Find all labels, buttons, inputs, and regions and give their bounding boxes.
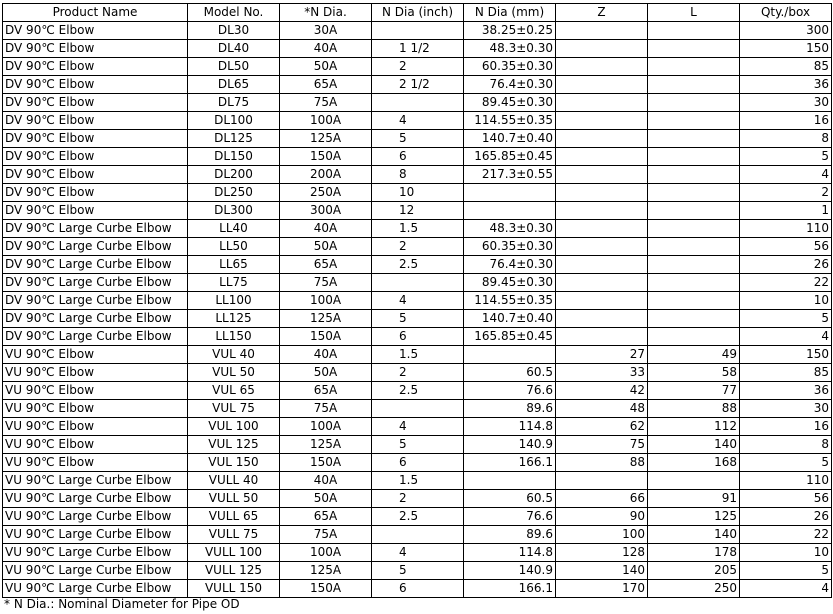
- table-row: [3, 544, 832, 562]
- cell-n-dia: 40A: [280, 346, 372, 364]
- cell-l: 178: [648, 544, 740, 562]
- cell-n-dia: 65A: [280, 76, 372, 94]
- cell-n-dia: 250A: [280, 184, 372, 202]
- cell-z: [556, 238, 648, 256]
- cell-n-dia-inch: [372, 526, 464, 544]
- cell-qty-per-box: 30: [740, 400, 832, 418]
- cell-product-name: VU 90℃ Large Curbe Elbow: [3, 526, 188, 544]
- cell-z: 33: [556, 364, 648, 382]
- cell-qty-per-box: 8: [740, 130, 832, 148]
- cell-l: 91: [648, 490, 740, 508]
- cell-z: [556, 148, 648, 166]
- cell-n-dia: 65A: [280, 508, 372, 526]
- cell-qty-per-box: 300: [740, 22, 832, 40]
- cell-n-dia: 50A: [280, 490, 372, 508]
- cell-product-name: VU 90℃ Elbow: [3, 382, 188, 400]
- cell-n-dia-inch: 1 1/2: [372, 40, 464, 58]
- cell-n-dia-mm: 140.9: [464, 562, 556, 580]
- cell-n-dia-inch: 2: [372, 490, 464, 508]
- cell-z: [556, 184, 648, 202]
- cell-qty-per-box: 4: [740, 166, 832, 184]
- cell-model-no: DL75: [188, 94, 280, 112]
- cell-n-dia-inch: [372, 22, 464, 40]
- cell-product-name: VU 90℃ Elbow: [3, 454, 188, 472]
- cell-n-dia-mm: 165.85±0.45: [464, 328, 556, 346]
- cell-z: 140: [556, 562, 648, 580]
- cell-product-name: DV 90℃ Elbow: [3, 184, 188, 202]
- cell-z: [556, 94, 648, 112]
- cell-product-name: DV 90℃ Elbow: [3, 94, 188, 112]
- cell-product-name: DV 90℃ Large Curbe Elbow: [3, 328, 188, 346]
- table-row: [3, 382, 832, 400]
- cell-model-no: DL40: [188, 40, 280, 58]
- cell-qty-per-box: 85: [740, 58, 832, 76]
- header-row: [3, 4, 832, 22]
- table-row: [3, 238, 832, 256]
- cell-n-dia-mm: 114.55±0.35: [464, 112, 556, 130]
- cell-z: [556, 58, 648, 76]
- header-model-no: Model No.: [188, 4, 280, 22]
- cell-qty-per-box: 56: [740, 490, 832, 508]
- cell-n-dia: 100A: [280, 292, 372, 310]
- header-l: L: [648, 4, 740, 22]
- cell-product-name: DV 90℃ Large Curbe Elbow: [3, 220, 188, 238]
- cell-n-dia-mm: [464, 202, 556, 220]
- cell-n-dia-mm: 76.4±0.30: [464, 76, 556, 94]
- cell-z: 75: [556, 436, 648, 454]
- cell-z: 100: [556, 526, 648, 544]
- cell-z: 27: [556, 346, 648, 364]
- cell-l: [648, 472, 740, 490]
- cell-n-dia: 50A: [280, 364, 372, 382]
- cell-qty-per-box: 30: [740, 94, 832, 112]
- cell-qty-per-box: 10: [740, 544, 832, 562]
- cell-product-name: DV 90℃ Large Curbe Elbow: [3, 310, 188, 328]
- cell-n-dia-inch: 5: [372, 130, 464, 148]
- cell-n-dia: 75A: [280, 274, 372, 292]
- cell-qty-per-box: 110: [740, 220, 832, 238]
- cell-l: [648, 148, 740, 166]
- cell-n-dia-mm: 60.35±0.30: [464, 58, 556, 76]
- cell-z: [556, 256, 648, 274]
- cell-model-no: DL250: [188, 184, 280, 202]
- table-row: [3, 94, 832, 112]
- cell-n-dia: 125A: [280, 436, 372, 454]
- cell-qty-per-box: 4: [740, 580, 832, 598]
- table-row: [3, 256, 832, 274]
- cell-l: [648, 22, 740, 40]
- cell-n-dia-mm: 217.3±0.55: [464, 166, 556, 184]
- cell-n-dia: 75A: [280, 400, 372, 418]
- table-row: [3, 526, 832, 544]
- cell-qty-per-box: 16: [740, 112, 832, 130]
- cell-z: [556, 40, 648, 58]
- cell-z: 42: [556, 382, 648, 400]
- cell-l: 112: [648, 418, 740, 436]
- cell-model-no: LL75: [188, 274, 280, 292]
- cell-n-dia: 300A: [280, 202, 372, 220]
- cell-z: [556, 202, 648, 220]
- cell-model-no: LL50: [188, 238, 280, 256]
- cell-z: 88: [556, 454, 648, 472]
- table-row: [3, 418, 832, 436]
- cell-l: 168: [648, 454, 740, 472]
- cell-l: 58: [648, 364, 740, 382]
- header-z: Z: [556, 4, 648, 22]
- cell-n-dia: 50A: [280, 58, 372, 76]
- cell-l: 140: [648, 436, 740, 454]
- cell-model-no: VUL 125: [188, 436, 280, 454]
- cell-qty-per-box: 5: [740, 562, 832, 580]
- table-row: [3, 274, 832, 292]
- cell-model-no: VULL 50: [188, 490, 280, 508]
- cell-l: [648, 202, 740, 220]
- cell-n-dia: 150A: [280, 328, 372, 346]
- cell-l: [648, 238, 740, 256]
- table-row: [3, 220, 832, 238]
- cell-n-dia-inch: 4: [372, 544, 464, 562]
- cell-model-no: DL30: [188, 22, 280, 40]
- cell-n-dia-mm: 140.7±0.40: [464, 130, 556, 148]
- cell-qty-per-box: 22: [740, 526, 832, 544]
- cell-z: [556, 166, 648, 184]
- cell-n-dia-mm: 166.1: [464, 454, 556, 472]
- cell-model-no: VUL 65: [188, 382, 280, 400]
- cell-n-dia-mm: 89.6: [464, 400, 556, 418]
- cell-l: [648, 310, 740, 328]
- cell-n-dia-mm: 60.5: [464, 364, 556, 382]
- cell-model-no: DL125: [188, 130, 280, 148]
- table-row: [3, 436, 832, 454]
- cell-model-no: VULL 65: [188, 508, 280, 526]
- cell-product-name: VU 90℃ Elbow: [3, 436, 188, 454]
- cell-product-name: VU 90℃ Large Curbe Elbow: [3, 562, 188, 580]
- cell-model-no: DL150: [188, 148, 280, 166]
- cell-l: 250: [648, 580, 740, 598]
- cell-n-dia: 150A: [280, 148, 372, 166]
- cell-qty-per-box: 4: [740, 328, 832, 346]
- cell-n-dia-mm: 76.6: [464, 508, 556, 526]
- cell-z: 48: [556, 400, 648, 418]
- cell-n-dia: 100A: [280, 112, 372, 130]
- cell-product-name: DV 90℃ Large Curbe Elbow: [3, 256, 188, 274]
- table-row: [3, 454, 832, 472]
- table-row: [3, 184, 832, 202]
- cell-z: 128: [556, 544, 648, 562]
- cell-l: [648, 58, 740, 76]
- cell-n-dia-mm: 166.1: [464, 580, 556, 598]
- table-row: [3, 40, 832, 58]
- cell-product-name: DV 90℃ Elbow: [3, 166, 188, 184]
- table-row: [3, 580, 832, 598]
- cell-qty-per-box: 16: [740, 418, 832, 436]
- table-row: [3, 508, 832, 526]
- cell-z: [556, 220, 648, 238]
- cell-n-dia-mm: 76.6: [464, 382, 556, 400]
- header-n-dia-mm: N Dia (mm): [464, 4, 556, 22]
- cell-qty-per-box: 85: [740, 364, 832, 382]
- cell-product-name: DV 90℃ Elbow: [3, 112, 188, 130]
- cell-model-no: DL50: [188, 58, 280, 76]
- product-spec-table: [2, 3, 832, 598]
- cell-n-dia: 40A: [280, 40, 372, 58]
- cell-l: 77: [648, 382, 740, 400]
- cell-model-no: VUL 150: [188, 454, 280, 472]
- cell-model-no: LL65: [188, 256, 280, 274]
- table-row: [3, 112, 832, 130]
- cell-model-no: DL65: [188, 76, 280, 94]
- cell-product-name: DV 90℃ Elbow: [3, 40, 188, 58]
- cell-product-name: VU 90℃ Elbow: [3, 346, 188, 364]
- cell-z: [556, 274, 648, 292]
- cell-model-no: LL40: [188, 220, 280, 238]
- cell-n-dia-mm: 114.55±0.35: [464, 292, 556, 310]
- cell-n-dia-inch: 8: [372, 166, 464, 184]
- cell-n-dia-inch: 1.5: [372, 346, 464, 364]
- cell-n-dia: 75A: [280, 526, 372, 544]
- cell-n-dia-mm: 89.6: [464, 526, 556, 544]
- cell-qty-per-box: 110: [740, 472, 832, 490]
- cell-qty-per-box: 5: [740, 454, 832, 472]
- cell-product-name: VU 90℃ Large Curbe Elbow: [3, 544, 188, 562]
- cell-n-dia-inch: 12: [372, 202, 464, 220]
- cell-qty-per-box: 10: [740, 292, 832, 310]
- cell-product-name: DV 90℃ Large Curbe Elbow: [3, 274, 188, 292]
- cell-model-no: VUL 75: [188, 400, 280, 418]
- cell-product-name: DV 90℃ Elbow: [3, 202, 188, 220]
- cell-model-no: LL125: [188, 310, 280, 328]
- cell-product-name: DV 90℃ Large Curbe Elbow: [3, 292, 188, 310]
- cell-n-dia-inch: 2: [372, 58, 464, 76]
- cell-n-dia: 150A: [280, 580, 372, 598]
- cell-n-dia-inch: 2: [372, 364, 464, 382]
- cell-n-dia-mm: 38.25±0.25: [464, 22, 556, 40]
- table-row: [3, 400, 832, 418]
- cell-n-dia: 100A: [280, 418, 372, 436]
- cell-n-dia-mm: 48.3±0.30: [464, 220, 556, 238]
- cell-n-dia-mm: 89.45±0.30: [464, 274, 556, 292]
- cell-product-name: VU 90℃ Large Curbe Elbow: [3, 472, 188, 490]
- cell-n-dia: 50A: [280, 238, 372, 256]
- cell-n-dia-mm: 140.9: [464, 436, 556, 454]
- cell-product-name: DV 90℃ Large Curbe Elbow: [3, 238, 188, 256]
- cell-n-dia-inch: 1.5: [372, 220, 464, 238]
- header-product-name: Product Name: [3, 4, 188, 22]
- cell-product-name: DV 90℃ Elbow: [3, 148, 188, 166]
- cell-z: [556, 328, 648, 346]
- cell-n-dia: 150A: [280, 454, 372, 472]
- table-row: [3, 22, 832, 40]
- cell-product-name: VU 90℃ Elbow: [3, 400, 188, 418]
- cell-z: 170: [556, 580, 648, 598]
- cell-z: [556, 292, 648, 310]
- cell-n-dia-mm: 89.45±0.30: [464, 94, 556, 112]
- cell-product-name: DV 90℃ Elbow: [3, 58, 188, 76]
- cell-n-dia-inch: 4: [372, 112, 464, 130]
- table-row: [3, 148, 832, 166]
- cell-l: 205: [648, 562, 740, 580]
- cell-product-name: VU 90℃ Large Curbe Elbow: [3, 508, 188, 526]
- cell-model-no: VUL 40: [188, 346, 280, 364]
- cell-n-dia: 200A: [280, 166, 372, 184]
- cell-product-name: DV 90℃ Elbow: [3, 130, 188, 148]
- cell-n-dia-mm: [464, 472, 556, 490]
- cell-model-no: DL100: [188, 112, 280, 130]
- cell-n-dia-inch: [372, 400, 464, 418]
- cell-n-dia: 40A: [280, 472, 372, 490]
- cell-n-dia-inch: 6: [372, 148, 464, 166]
- cell-product-name: VU 90℃ Elbow: [3, 364, 188, 382]
- cell-n-dia-inch: 2 1/2: [372, 76, 464, 94]
- cell-product-name: VU 90℃ Elbow: [3, 418, 188, 436]
- table-row: [3, 364, 832, 382]
- cell-n-dia-inch: 6: [372, 328, 464, 346]
- table-row: [3, 490, 832, 508]
- cell-n-dia-mm: 114.8: [464, 418, 556, 436]
- cell-n-dia: 65A: [280, 256, 372, 274]
- cell-n-dia-mm: 165.85±0.45: [464, 148, 556, 166]
- cell-qty-per-box: 36: [740, 382, 832, 400]
- cell-l: [648, 94, 740, 112]
- cell-n-dia-mm: 48.3±0.30: [464, 40, 556, 58]
- cell-qty-per-box: 8: [740, 436, 832, 454]
- header-n-dia-inch: N Dia (inch): [372, 4, 464, 22]
- cell-n-dia: 40A: [280, 220, 372, 238]
- cell-qty-per-box: 26: [740, 256, 832, 274]
- cell-n-dia-inch: 6: [372, 580, 464, 598]
- cell-model-no: LL150: [188, 328, 280, 346]
- table-row: [3, 292, 832, 310]
- cell-z: [556, 76, 648, 94]
- cell-l: 88: [648, 400, 740, 418]
- cell-qty-per-box: 150: [740, 40, 832, 58]
- cell-n-dia-inch: 2.5: [372, 382, 464, 400]
- cell-qty-per-box: 36: [740, 76, 832, 94]
- cell-n-dia-mm: 60.5: [464, 490, 556, 508]
- cell-n-dia-mm: 76.4±0.30: [464, 256, 556, 274]
- cell-model-no: VUL 100: [188, 418, 280, 436]
- cell-n-dia-inch: 2: [372, 238, 464, 256]
- footnote: * N Dia.: Nominal Diameter for Pipe OD: [4, 597, 240, 611]
- cell-model-no: VULL 100: [188, 544, 280, 562]
- cell-n-dia-inch: [372, 274, 464, 292]
- cell-n-dia-inch: 5: [372, 310, 464, 328]
- cell-n-dia: 75A: [280, 94, 372, 112]
- table-row: [3, 346, 832, 364]
- cell-l: [648, 166, 740, 184]
- cell-l: 140: [648, 526, 740, 544]
- cell-model-no: LL100: [188, 292, 280, 310]
- cell-z: [556, 310, 648, 328]
- table-row: [3, 58, 832, 76]
- cell-l: [648, 112, 740, 130]
- cell-l: [648, 256, 740, 274]
- cell-l: [648, 184, 740, 202]
- cell-qty-per-box: 150: [740, 346, 832, 364]
- cell-product-name: VU 90℃ Large Curbe Elbow: [3, 490, 188, 508]
- cell-n-dia-inch: 4: [372, 292, 464, 310]
- table-row: [3, 130, 832, 148]
- cell-product-name: DV 90℃ Elbow: [3, 22, 188, 40]
- cell-l: [648, 328, 740, 346]
- cell-n-dia-mm: 114.8: [464, 544, 556, 562]
- cell-qty-per-box: 56: [740, 238, 832, 256]
- table-row: [3, 76, 832, 94]
- cell-qty-per-box: 5: [740, 310, 832, 328]
- cell-n-dia: 125A: [280, 130, 372, 148]
- cell-n-dia-inch: 4: [372, 418, 464, 436]
- cell-model-no: VUL 50: [188, 364, 280, 382]
- cell-l: [648, 220, 740, 238]
- cell-n-dia-mm: [464, 346, 556, 364]
- cell-qty-per-box: 26: [740, 508, 832, 526]
- cell-n-dia: 30A: [280, 22, 372, 40]
- cell-l: [648, 274, 740, 292]
- cell-l: [648, 40, 740, 58]
- table-row: [3, 562, 832, 580]
- cell-z: 66: [556, 490, 648, 508]
- cell-n-dia: 65A: [280, 382, 372, 400]
- cell-model-no: VULL 150: [188, 580, 280, 598]
- cell-n-dia-inch: 10: [372, 184, 464, 202]
- cell-n-dia: 125A: [280, 310, 372, 328]
- cell-product-name: VU 90℃ Large Curbe Elbow: [3, 580, 188, 598]
- header-n-dia: *N Dia.: [280, 4, 372, 22]
- cell-n-dia-inch: 1.5: [372, 472, 464, 490]
- cell-z: 90: [556, 508, 648, 526]
- cell-n-dia: 100A: [280, 544, 372, 562]
- cell-z: [556, 472, 648, 490]
- cell-model-no: VULL 75: [188, 526, 280, 544]
- cell-n-dia-inch: 5: [372, 436, 464, 454]
- cell-z: [556, 130, 648, 148]
- cell-n-dia-inch: 2.5: [372, 508, 464, 526]
- cell-n-dia-mm: 60.35±0.30: [464, 238, 556, 256]
- table-row: [3, 472, 832, 490]
- cell-l: [648, 292, 740, 310]
- cell-n-dia-inch: [372, 94, 464, 112]
- cell-model-no: VULL 40: [188, 472, 280, 490]
- header-qty-per-box: Qty./box: [740, 4, 832, 22]
- table-row: [3, 202, 832, 220]
- cell-n-dia: 125A: [280, 562, 372, 580]
- cell-l: 49: [648, 346, 740, 364]
- table-row: [3, 328, 832, 346]
- cell-z: [556, 22, 648, 40]
- cell-n-dia-mm: [464, 184, 556, 202]
- cell-n-dia-mm: 140.7±0.40: [464, 310, 556, 328]
- cell-model-no: VULL 125: [188, 562, 280, 580]
- cell-l: [648, 76, 740, 94]
- table-row: [3, 166, 832, 184]
- cell-qty-per-box: 1: [740, 202, 832, 220]
- cell-l: 125: [648, 508, 740, 526]
- cell-z: [556, 112, 648, 130]
- cell-l: [648, 130, 740, 148]
- cell-model-no: DL200: [188, 166, 280, 184]
- cell-model-no: DL300: [188, 202, 280, 220]
- cell-qty-per-box: 5: [740, 148, 832, 166]
- cell-n-dia-inch: 6: [372, 454, 464, 472]
- cell-n-dia-inch: 2.5: [372, 256, 464, 274]
- table-row: [3, 310, 832, 328]
- cell-product-name: DV 90℃ Elbow: [3, 76, 188, 94]
- cell-n-dia-inch: 5: [372, 562, 464, 580]
- cell-qty-per-box: 2: [740, 184, 832, 202]
- cell-qty-per-box: 22: [740, 274, 832, 292]
- cell-z: 62: [556, 418, 648, 436]
